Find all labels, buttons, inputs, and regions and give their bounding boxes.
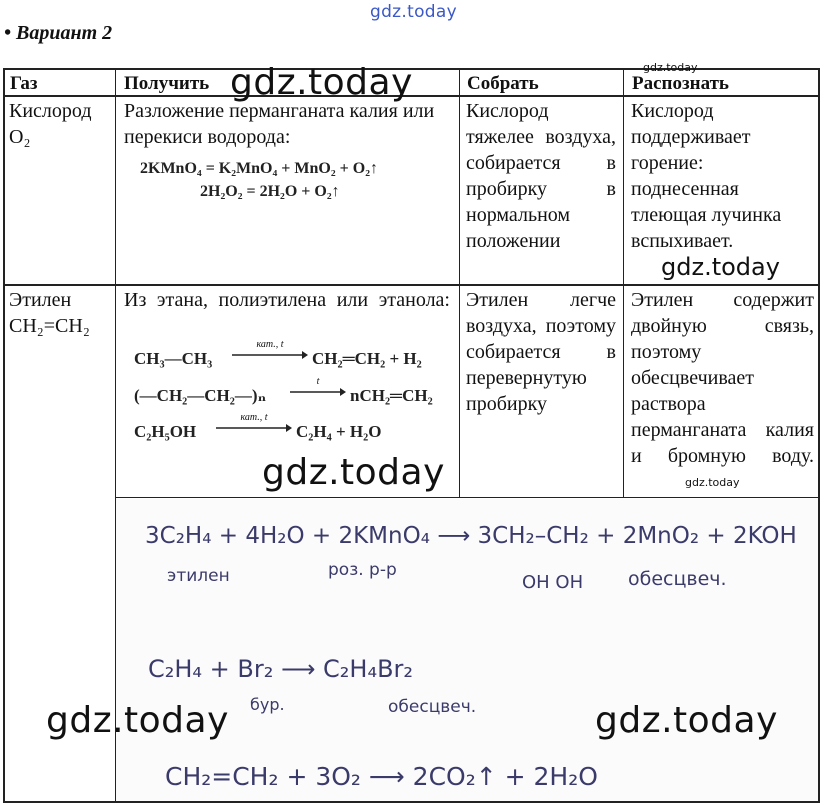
- ethylene-eq3-left: C₂H₅OH: [134, 422, 197, 441]
- handwritten-label-oh-groups: OH OH: [522, 572, 584, 593]
- watermark-bottom-right: gdz.today: [595, 700, 778, 741]
- oxygen-gas-name: Кислород: [9, 100, 92, 122]
- ethylene-recognize: Этилен содержит двойную связь, поэтому обесцвечивает раствора перманганата калия и бромную воду.: [631, 289, 814, 467]
- watermark-small-header: gdz.today: [643, 61, 698, 74]
- ethylene-gas-name: Этилен: [9, 289, 72, 311]
- ethylene-eq2-right: nCH₂═CH₂: [350, 386, 433, 405]
- watermark-oxygen-row: gdz.today: [661, 253, 780, 281]
- ethylene-eq3-arrow: [216, 412, 292, 436]
- watermark-small-ethylene: gdz.today: [685, 476, 740, 489]
- ethylene-eq2-left: (—CH₂—CH₂—)ₙ: [134, 386, 267, 405]
- oxygen-recognize: Кислород поддерживает горение: поднесенная тлеющая лучинка вспыхивает.: [631, 100, 782, 252]
- ethylene-eq3-right: C₂H₄ + H₂O: [296, 422, 382, 441]
- ethylene-gas-formula: CH₂=CH₂: [9, 315, 90, 337]
- header-collect: Собрать: [467, 73, 539, 94]
- handwritten-line-2: C₂H₄ + Br₂ ⟶ C₂H₄Br₂: [148, 655, 414, 683]
- handwritten-label-pink-solution: роз. р-р: [328, 560, 397, 580]
- handwritten-line-1: 3C₂H₄ + 4H₂O + 2KMnO₄ ⟶ 3CH₂–CH₂ + 2MnO₂ + 2KOH: [145, 523, 797, 549]
- watermark-header: gdz.today: [230, 62, 413, 103]
- handwritten-label-ethylene: этилен: [167, 566, 230, 586]
- watermark-ethylene-row: gdz.today: [262, 452, 445, 493]
- oxygen-collect: Кислород тяжелее воздуха, собирается в пробирку в нормальном положении: [466, 100, 616, 252]
- watermark-bottom-left: gdz.today: [46, 700, 229, 741]
- oxygen-obtain-text: Разложение перманганата калия или перекиси водорода:: [124, 100, 435, 148]
- handwritten-label-decolorized-1: обесцвеч.: [628, 568, 727, 590]
- oxygen-equation-2: 2H₂O₂ = 2H₂O + O₂↑: [200, 183, 340, 200]
- header-recognize: Распознать: [632, 73, 729, 94]
- oxygen-gas-formula: O₂: [9, 126, 31, 148]
- arrow-condition-label: t: [316, 376, 320, 387]
- ethylene-collect: Этилен легче воздуха, поэтому собирается в перевернутую пробирку: [466, 289, 616, 415]
- oxygen-equation-1: 2KMnO₄ = K₂MnO₄ + MnO₂ + O₂↑: [140, 160, 379, 177]
- handwritten-label-decolorized-2: обесцвеч.: [388, 697, 477, 717]
- arrow-condition-label: кат., t: [240, 412, 268, 423]
- ethylene-eq2-arrow: [290, 376, 346, 400]
- header-gas: Газ: [10, 73, 38, 94]
- header-obtain: Получить: [124, 73, 210, 94]
- arrow-condition-label: кат., t: [256, 339, 284, 350]
- variant-title: • Вариант 2: [4, 22, 113, 44]
- ethylene-obtain-text: Из этана, полиэтилена или этанола:: [124, 289, 450, 311]
- handwritten-line-3: CH₂=CH₂ + 3O₂ ⟶ 2CO₂↑ + 2H₂O: [165, 762, 598, 791]
- watermark-top: gdz.today: [370, 2, 457, 22]
- ethylene-eq1-right: CH₂═CH₂ + H₂: [312, 349, 422, 368]
- handwritten-label-brown: бур.: [250, 695, 285, 714]
- ethylene-eq1-left: CH₃—CH₃: [134, 349, 213, 368]
- ethylene-eq1-arrow: [232, 339, 308, 363]
